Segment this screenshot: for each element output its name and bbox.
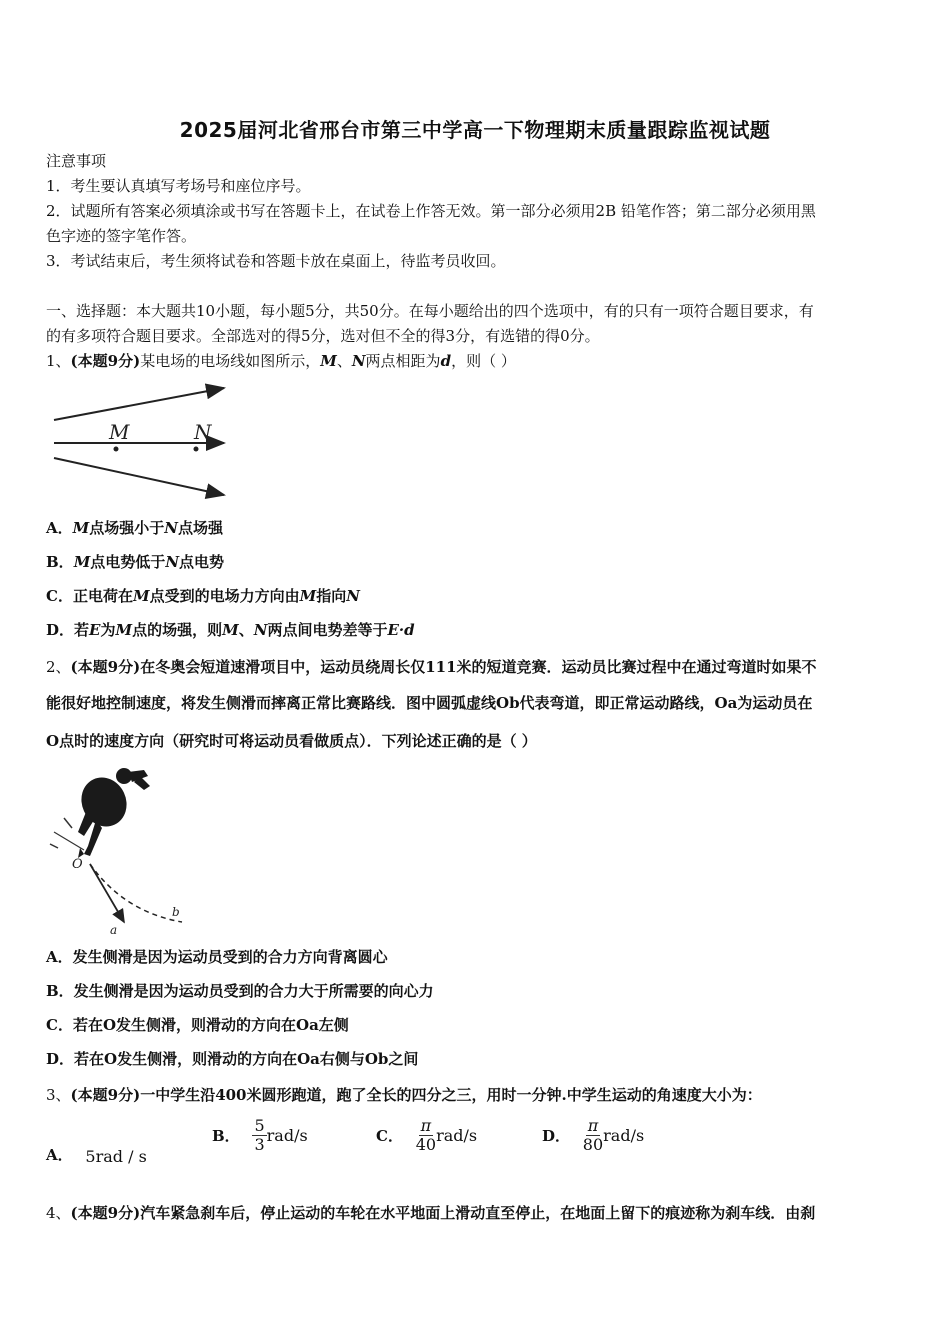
- label-a: a: [110, 923, 118, 937]
- notice-heading: 注意事项: [46, 152, 107, 170]
- question-score: (本题9分): [70, 1204, 141, 1222]
- point-m: [114, 447, 119, 452]
- q3-option-a[interactable]: [46, 1144, 147, 1166]
- q2-option-c[interactable]: C．若在O发生侧滑，则滑动的方向在Oa左侧: [46, 1016, 349, 1034]
- option-label: D．: [542, 1127, 571, 1145]
- option-label: A．: [46, 1146, 73, 1164]
- math-variable: M: [299, 587, 317, 605]
- question-1-stem: 1、(本题9分)某电场的电场线如图所示，M、N两点相距为d，则（ ）: [46, 352, 516, 370]
- notice-item: 2．试题所有答案必须填涂或书写在答题卡上，在试卷上作答无效。第一部分必须用2B 铅笔作答；第二部分必须用黑: [46, 202, 816, 220]
- q1-option-a[interactable]: [46, 517, 223, 538]
- fraction: $\frac{\pi}{40}$: [415, 1116, 437, 1154]
- q1-option-d[interactable]: [46, 619, 415, 640]
- question-number: 4、: [46, 1204, 71, 1222]
- electric-field-figure: [46, 380, 236, 505]
- q3-option-c[interactable]: C． $\frac{\pi}{40}$ rad/s: [376, 1116, 478, 1154]
- notice-item: 1．考生要认真填写考场号和座位序号。: [46, 177, 311, 195]
- label-b: b: [172, 905, 180, 919]
- option-label: A．: [46, 519, 73, 537]
- option-text: 若: [74, 621, 90, 639]
- option-text: 点电势低于: [90, 553, 166, 571]
- section-heading: 一、选择题：本大题共10小题，每小题5分，共50分。在每小题给出的四个选项中，有的只有一项符合题目要求，有: [46, 302, 814, 320]
- page-title: 2025届河北省邢台市第三中学高一下物理期末质量跟踪监视试题: [179, 118, 771, 142]
- notice-item: 色字迹的签字笔作答。: [46, 227, 197, 245]
- q2-option-a[interactable]: A．发生侧滑是因为运动员受到的合力方向背离圆心: [46, 948, 388, 966]
- velocity-arrow: [90, 864, 124, 922]
- math-variable: M: [222, 621, 239, 639]
- option-text: 为: [100, 621, 116, 639]
- option-label: C．: [376, 1127, 403, 1145]
- q1-option-b[interactable]: [46, 551, 224, 572]
- option-label: C．: [46, 587, 73, 605]
- math-variable: N: [346, 587, 360, 605]
- question-number: 2、: [46, 658, 71, 676]
- option-text: 点受到的电场力方向由: [149, 587, 300, 605]
- question-4-stem: 4、(本题9分)汽车紧急刹车后，停止运动的车轮在水平地面上滑动直至停止，在地面上留下的痕迹称为刹车线．由刹: [46, 1204, 816, 1222]
- question-2-stem: O点时的速度方向（研究时可将运动员看做质点）．下列论述正确的是（ ）: [46, 732, 537, 750]
- math-variable: E·d: [387, 621, 415, 639]
- option-label: B．: [212, 1127, 240, 1145]
- math-variable: M: [73, 553, 91, 571]
- option-text: 指向: [316, 587, 347, 605]
- label-o: O: [72, 857, 83, 872]
- speed-skater-figure: [44, 762, 189, 937]
- skater-silhouette: [73, 768, 150, 858]
- option-text: 、: [238, 621, 254, 639]
- math-variable: M: [72, 519, 90, 537]
- option-text: 点的场强，则: [132, 621, 223, 639]
- math-variable: M: [132, 587, 150, 605]
- option-label: B．: [46, 553, 74, 571]
- option-text: 点场强: [177, 519, 223, 537]
- field-line: [54, 458, 224, 495]
- math-variable: N: [164, 519, 178, 537]
- option-text: 两点间电势差等于: [267, 621, 388, 639]
- label-m: M: [109, 420, 130, 444]
- notice-item: 3．考试结束后，考生须将试卷和答题卡放在桌面上，待监考员收回。: [46, 252, 506, 270]
- option-value: 5rad / s: [85, 1146, 147, 1166]
- question-2-stem: 2、(本题9分)在冬奥会短道速滑项目中，运动员绕周长仅111米的短道竞赛．运动员比赛过程中在通过弯道时如果不: [46, 658, 817, 676]
- q3-option-d[interactable]: D． $\frac{\pi}{80}$ rad/s: [542, 1116, 645, 1154]
- q2-option-b[interactable]: B．发生侧滑是因为运动员受到的合力大于所需要的向心力: [46, 982, 434, 1000]
- question-2-stem: 能很好地控制速度，将发生侧滑而摔离正常比赛路线．图中圆弧虚线Ob代表弯道，即正常运动路线，Oa为运动员在: [46, 694, 813, 712]
- option-text: 正电荷在: [72, 587, 133, 605]
- point-n: [194, 447, 199, 452]
- question-score: (本题9分): [70, 352, 141, 370]
- label-n: N: [194, 420, 212, 444]
- field-line: [54, 388, 224, 420]
- question-score: (本题9分): [70, 658, 141, 676]
- question-score: (本题9分): [70, 1086, 141, 1104]
- option-text: 点场强小于: [89, 519, 165, 537]
- math-variable: N: [165, 553, 180, 571]
- option-text: 点电势: [179, 553, 225, 571]
- q3-option-b[interactable]: B． $\frac{5}{3}$ rad/s: [212, 1116, 308, 1154]
- question-number: 1、: [46, 352, 71, 370]
- curve-path: [90, 864, 182, 922]
- fraction: $\frac{\pi}{80}$: [582, 1116, 604, 1154]
- fraction: $\frac{5}{3}$: [254, 1116, 265, 1154]
- question-3-stem: 3、(本题9分)一中学生沿400米圆形跑道，跑了全长的四分之三，用时一分钟.中学生运动的角速度大小为：: [46, 1086, 762, 1104]
- section-heading: 的有多项符合题目要求。全部选对的得5分，选对但不全的得3分，有选错的得0分。: [46, 327, 600, 345]
- q1-option-c[interactable]: [46, 585, 360, 606]
- option-label: D．: [46, 621, 75, 639]
- math-variable: M: [115, 621, 133, 639]
- math-variable: N: [253, 621, 268, 639]
- math-variable: E: [89, 621, 101, 639]
- question-number: 3、: [46, 1086, 71, 1104]
- q2-option-d[interactable]: D．若在O发生侧滑，则滑动的方向在Oa右侧与Ob之间: [46, 1050, 419, 1068]
